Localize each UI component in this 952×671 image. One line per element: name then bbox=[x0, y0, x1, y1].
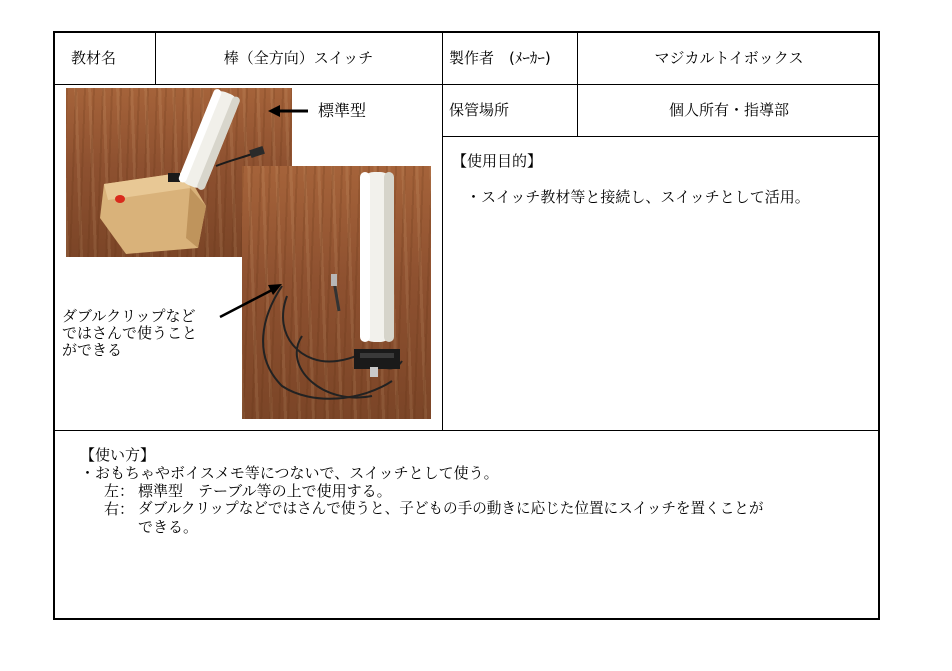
storage-value: 個人所有・指導部 bbox=[668, 101, 789, 119]
maker-name: マジカルトイボックス bbox=[654, 49, 804, 67]
material-name: 棒（全方向）スイッチ bbox=[223, 49, 374, 67]
clip-caption-line-1: ダブルクリップなど bbox=[62, 307, 196, 325]
usage-title: 【使い方】 bbox=[80, 446, 156, 464]
usage-left-prefix: 左： bbox=[104, 482, 135, 500]
clip-caption-line-2: ではさんで使うこと bbox=[62, 324, 198, 342]
material-label: 教材名 bbox=[71, 49, 117, 67]
arrow-standard-head bbox=[268, 105, 280, 117]
usage-right-text-2: できる。 bbox=[138, 518, 199, 536]
storage-label: 保管場所 bbox=[449, 101, 510, 119]
clip-caption bbox=[62, 308, 197, 359]
usage-left-text: 標準型 テーブル等の上で使用する。 bbox=[138, 482, 392, 500]
arrow-clip bbox=[220, 290, 272, 317]
standard-caption: 標準型 bbox=[318, 101, 367, 120]
arrow-clip-head bbox=[268, 284, 282, 295]
usage-right-text-1: ダブルクリップなどではさんで使うと、子どもの手の動きに応じた位置にスイッチを置くことが bbox=[138, 500, 764, 517]
usage-right-prefix: 右： bbox=[104, 500, 135, 518]
purpose-text: ・スイッチ教材等と接続し、スイッチとして活用。 bbox=[466, 188, 810, 206]
maker-label: 製作者 (ﾒｰｶｰ) bbox=[449, 49, 551, 67]
usage-line-1: ・おもちゃやボイスメモ等につないで、スイッチとして使う。 bbox=[80, 464, 499, 482]
purpose-title: 【使用目的】 bbox=[452, 152, 543, 170]
clip-caption-line-3: ができる bbox=[62, 341, 123, 359]
